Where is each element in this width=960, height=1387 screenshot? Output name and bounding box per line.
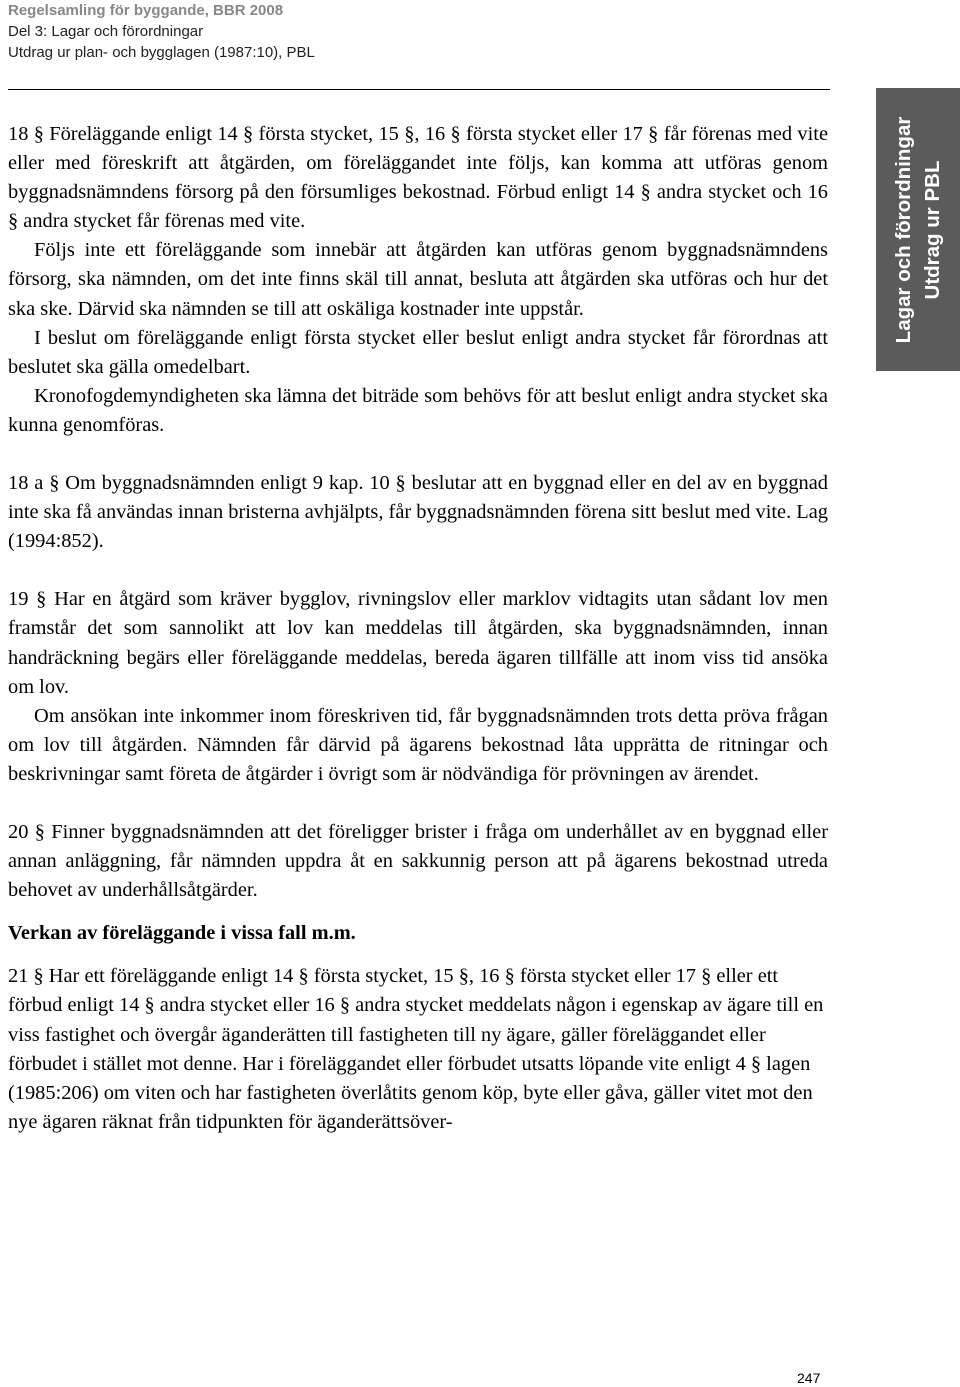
side-tab-line2: Utdrag ur PBL <box>921 160 944 299</box>
document-title: Regelsamling för byggande, BBR 2008 <box>8 2 284 19</box>
header-rule <box>8 89 830 90</box>
paragraph-20: 20 § Finner byggnadsnämnden att det föreligger brister i fråga om underhållet av en byggnad eller annan anläggning, får nämnden uppdra åt en sakkunnig person att på ägarens bekostnad utreda behovet av underhållsåtgärder. <box>8 820 828 902</box>
section-heading: Verkan av föreläggande i vissa fall m.m. <box>8 922 356 945</box>
paragraph-18-second: Följs inte ett föreläggande som innebär att åtgärden kan utföras genom byggnadsnämndens försorg, ska nämnden, om det inte finns skäl till annat, besluta att åtgärden ska utföras och hur det ska ske. Därvid ska nämnden se till att oskäliga kostnader inte uppstår. <box>8 239 828 320</box>
paragraph-18-fourth: Kronofogdemyndigheten ska lämna det biträde som behövs för att beslut enligt andra stycket ska kunna genomföras. <box>8 384 828 436</box>
paragraph-19: 19 § Har en åtgärd som kräver bygglov, rivningslov eller marklov vidtagits utan sådant lov men framstår det som sannolikt att lov kan meddelas till åtgärden, ska byggnadsnämnden, innan handräckning begärs eller föreläggande meddelas, bereda ägaren tillfälle att inom viss tid ansöka om lov. <box>8 588 828 698</box>
page-header <box>8 0 828 63</box>
paragraph-18a: 18 a § Om byggnadsnämnden enligt 9 kap. 10 § beslutar att en byggnad eller en del av en byggnad inte ska få användas innan bristerna avhjälpts, får byggnadsnämnden förena sitt beslut med vite. Lag (1994:852). <box>8 472 828 553</box>
document-section: Utdrag ur plan- och bygglagen (1987:10), PBL <box>8 44 315 61</box>
document-body <box>8 120 828 1137</box>
paragraph-19-second: Om ansökan inte inkommer inom föreskriven tid, får byggnadsnämnden trots detta pröva frågan om lov till åtgärden. Nämnden får därvid på ägarens bekostnad låta upprätta de ritningar och beskrivningar samt företa de åtgärder i övrigt som är nödvändiga för prövningen av ärendet. <box>8 704 828 785</box>
paragraph-18-third: I beslut om föreläggande enligt första stycket eller beslut enligt andra stycket får förordnas att beslutet ska gälla omedelbart. <box>8 326 828 378</box>
paragraph-18: 18 § Föreläggande enligt 14 § första stycket, 15 §, 16 § första stycket eller 17 § får förenas med vite eller med föreskrift att åtgärden, om föreläggandet inte följs, kan komma att utföras genom byggnadsnämndens försorg på den försumliges bekostnad. Förbud enligt 14 § andra stycket och 16 § andra stycket får förenas med vite. <box>8 123 828 233</box>
page-number: 247 <box>797 1370 821 1386</box>
side-tab-line1: Lagar och förordningar <box>892 116 915 343</box>
paragraph-21: 21 § Har ett föreläggande enligt 14 § första stycket, 15 §, 16 § första stycket eller 17 § eller ett förbud enligt 14 § andra stycket eller 16 § andra stycket meddelats någon i egenskap av ägare till en viss fastighet och övergår äganderätten till fastigheten till ny ägare, gäller föreläggandet eller förbudet i stället mot denne. Har i föreläggandet eller förbudet utsatts löpande vite enligt 4 § lagen (1985:206) om viten och har fastigheten överlåtits genom köp, byte eller gåva, gäller vitet mot den nye ägaren räknat från tidpunkten för äganderättsöver- <box>8 965 824 1133</box>
document-part: Del 3: Lagar och förordningar <box>8 23 204 40</box>
side-tab <box>876 88 960 371</box>
